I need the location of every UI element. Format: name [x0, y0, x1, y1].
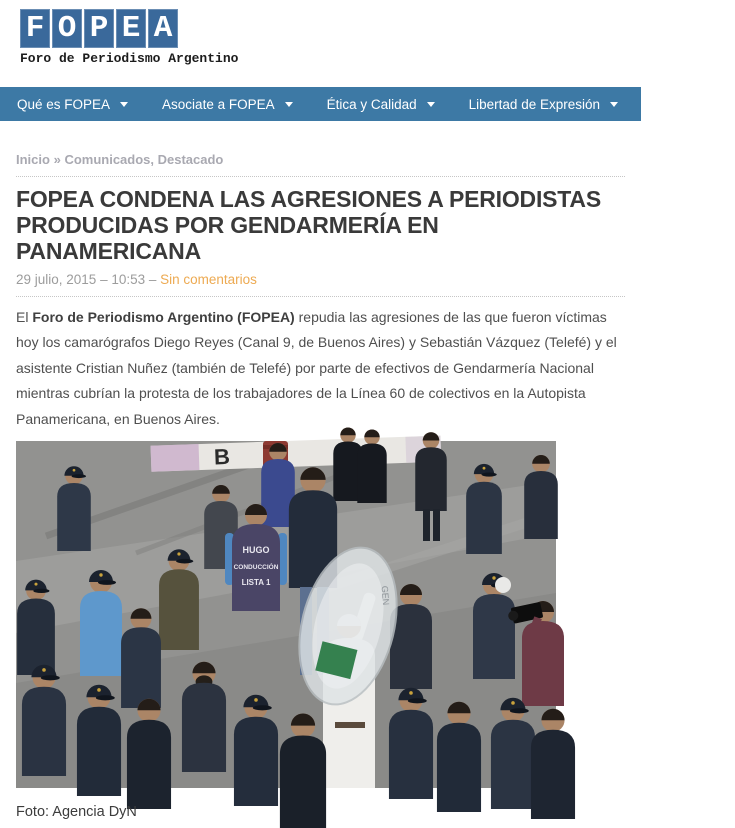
article-title: FOPEA CONDENA LAS AGRESIONES A PERIODISTAS PRODUCIDAS POR GENDARMERÍA EN PANAMERICANA	[16, 186, 601, 264]
banner-letter: B	[213, 444, 231, 470]
logo-letter-tile: E	[116, 9, 146, 48]
chevron-down-icon	[285, 102, 293, 107]
divider	[16, 296, 625, 297]
nav-item-label: Noticias	[652, 96, 701, 112]
nav-item-label: Qué es FOPEA	[17, 96, 111, 112]
main-navigation	[0, 87, 701, 121]
nav-item-asociate[interactable]	[145, 87, 310, 121]
article-photo	[16, 441, 556, 788]
body-bold-org-name: Foro de Periodismo Argentino (FOPEA)	[32, 308, 295, 325]
logo-letter-tile: O	[52, 9, 82, 48]
chevron-down-icon	[120, 102, 128, 107]
nav-item-que-es-fopea[interactable]	[0, 87, 145, 121]
logo-letter-tile: P	[84, 9, 114, 48]
logo-tagline: Foro de Periodismo Argentino	[20, 51, 239, 66]
breadcrumb	[16, 152, 625, 167]
nav-item-label: Asociate a FOPEA	[162, 96, 275, 112]
breadcrumb-separator: »	[53, 152, 61, 167]
vest-text-line3: LISTA 1	[241, 578, 271, 588]
nav-item-etica-y-calidad[interactable]	[310, 87, 452, 121]
white-cloth	[495, 577, 511, 593]
nav-item-label: Libertad de Expresión	[468, 96, 600, 112]
chevron-down-icon	[710, 102, 718, 107]
breadcrumb-section-link[interactable]: Comunicados, Destacado	[64, 152, 224, 167]
logo-letter-tile: F	[20, 9, 50, 48]
article-body	[16, 305, 625, 433]
body-intro: El	[16, 308, 33, 325]
site-header	[0, 0, 641, 66]
vest-text-line1: HUGO	[242, 545, 270, 556]
nav-item-libertad-de-expresion[interactable]	[452, 87, 635, 121]
nav-item-label: Ética y Calidad	[326, 96, 417, 112]
photo-caption: Foto: Agencia DyN	[16, 804, 137, 821]
fopea-logo[interactable]	[20, 9, 641, 48]
logo-letter-tile: A	[148, 9, 178, 48]
comments-link[interactable]: Sin comentarios	[160, 271, 257, 287]
divider	[16, 176, 625, 177]
vest-text-line2: CONDUCCIÓN	[233, 564, 279, 572]
shield-label: GEN	[379, 585, 392, 607]
article-content	[16, 152, 625, 828]
article-meta	[16, 272, 625, 287]
breadcrumb-home-link[interactable]: Inicio	[16, 152, 50, 167]
chevron-down-icon	[610, 102, 618, 107]
body-rest: repudia las agresiones de las que fueron víctimas hoy los camarógrafos Diego Reyes (Canal 9, de Buenos Aires) y Sebastián Vázquez (Telefé) y el asistente Cristian Nuñez (también de Telefé) por parte de efectivos de Gendarmería Nacional mientras cubrían la protesta de los trabajadores de la Línea 60 de colectivos en la Autopista Panamericana, en Buenos Aires.	[16, 308, 617, 427]
article-date: 29 julio, 2015 – 10:53 –	[16, 271, 161, 287]
chevron-down-icon	[427, 102, 435, 107]
nav-item-noticias[interactable]	[635, 87, 735, 121]
